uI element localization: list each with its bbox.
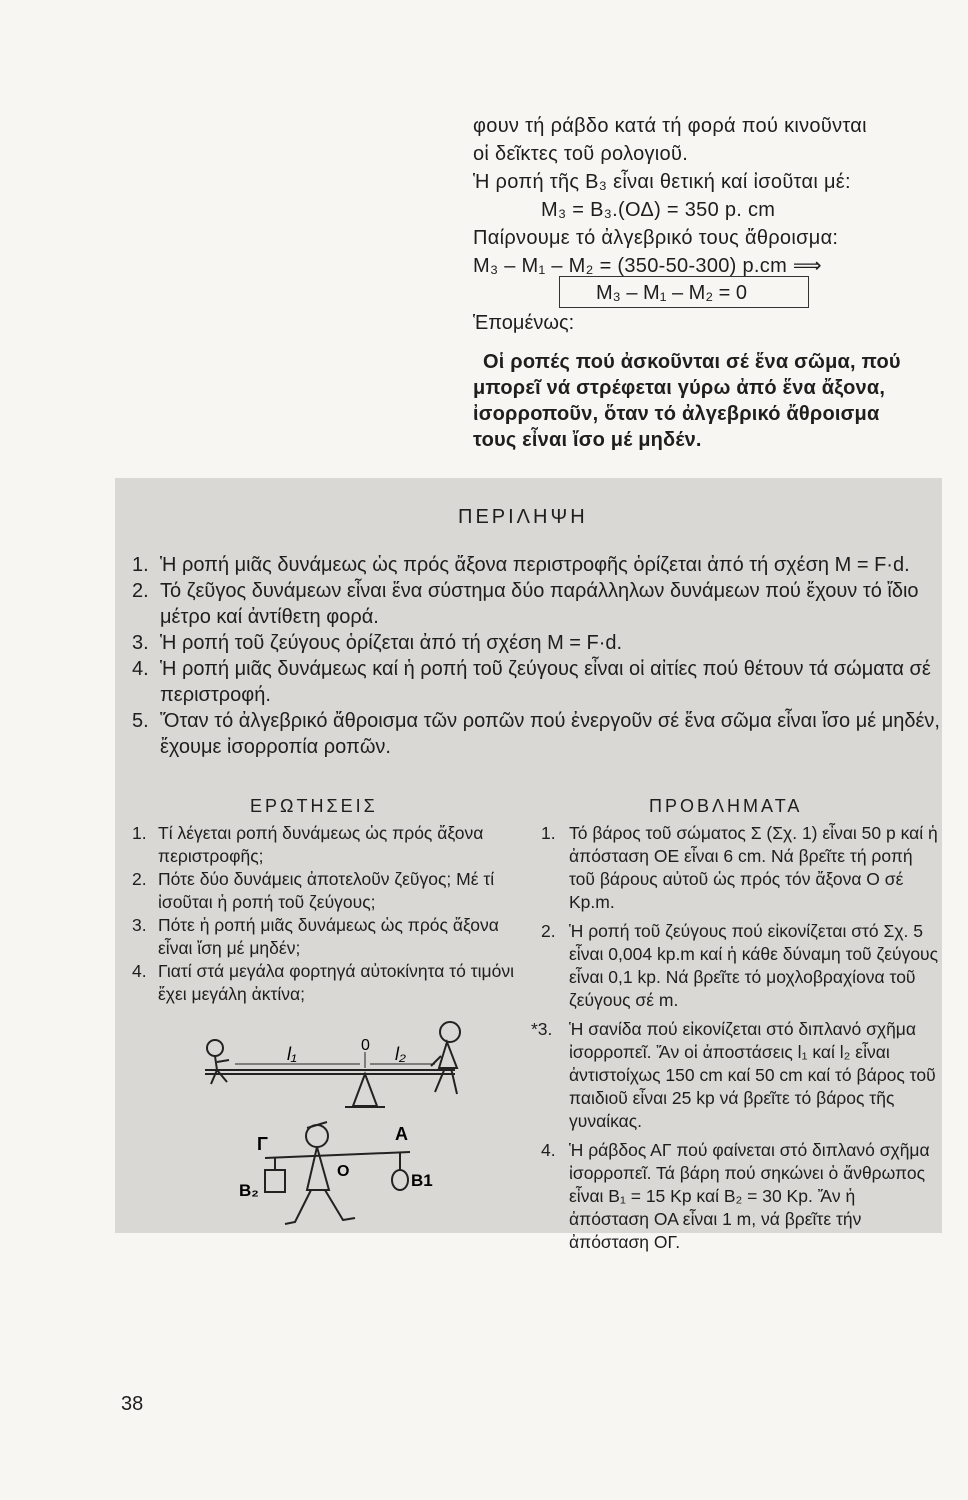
item-text: Ἡ ροπή μιᾶς δυνάμεως ὡς πρός ἄξονα περιστροφῆς ὁρίζεται ἀπό τή σχέση M = F·d. — [160, 554, 910, 576]
left-weight — [265, 1170, 285, 1192]
item-text: Τό βάρος τοῦ σώματος Σ (Σχ. 1) εἶναι 50 p καί ἡ ἀπόσταση ΟΕ εἶναι 6 cm. Νά βρεῖτε τή ροπή τοῦ βάρους αὐτοῦ ὡς πρός τόν ἄξονα Ο σέ Kp.m. — [569, 823, 938, 912]
question-item — [132, 914, 527, 960]
therefore-label: Ἑπομένως: — [473, 312, 575, 334]
text-line: Οἱ ροπές πού ἀσκοῦνται σέ ἕνα σῶμα, πού — [483, 351, 901, 373]
equation-line: M₃ – M₁ – M₂ = (350-50-300) p.cm ⟹ — [473, 255, 822, 277]
text-line: Παίρνουμε τό ἀλγεβρικό τους ἄθροισμα: — [473, 227, 839, 249]
item-number: 4. — [132, 961, 147, 981]
item-text: Ἡ σανίδα πού εἰκονίζεται στό διπλανό σχῆμα ἰσορροπεῖ. Ἄν οἱ ἀποστάσεις l₁ καί l₂ εἶναι ἀντιστοίχως 150 cm καί 50 cm καί τό βάρος τοῦ παιδιοῦ εἶναι 25 kp νά βρεῖτε τό βάρος τῆς γυναίκας. — [569, 1019, 936, 1131]
item-text: Γιατί στά μεγάλα φορτηγά αὐτοκίνητα τό τιμόνι ἔχει μεγάλη ἀκτίνα; — [158, 961, 514, 1004]
label-gamma: Γ — [257, 1134, 268, 1154]
seesaw-and-rod-illustration — [195, 1010, 505, 1235]
woman-body — [431, 1042, 457, 1094]
item-text: Πότε δύο δυνάμεις ἀποτελοῦν ζεῦγος; Μέ τί ἰσοῦται ἡ ροπή τοῦ ζεύγους; — [158, 869, 495, 912]
summary-item — [132, 630, 942, 656]
item-number: 3. — [132, 632, 149, 654]
problem-item — [541, 1139, 939, 1254]
label-o-axis: O — [337, 1163, 350, 1180]
item-number: 1. — [132, 554, 149, 576]
bold-conclusion — [473, 349, 943, 453]
item-number: 2. — [541, 921, 556, 941]
problems-title: ΠΡΟΒΛΗΜΑΤΑ — [649, 796, 803, 816]
problem-item — [541, 920, 939, 1012]
question-item — [132, 822, 527, 868]
item-text: Ἡ ράβδος ΑΓ πού φαίνεται στό διπλανό σχῆμα ἰσορροπεῖ. Τά βάρη πού σηκώνει ὁ ἄνθρωπος εἶναι B₁ = 15 Kp καί B₂ = 30 Kp. Ἄν ἡ ἀπόσταση ΟΑ εἶναι 1 m, νά βρεῖτε τήν ἀπόσταση ΟΓ. — [569, 1140, 930, 1252]
item-number: 2. — [132, 580, 149, 602]
item-text: Ὅταν τό ἀλγεβρικό ἄθροισμα τῶν ροπῶν πού ἐνεργοῦν σέ ἕνα σῶμα εἶναι ἴσο μέ μηδέν, ἔχουμε ἰσορροπία ροπῶν. — [160, 710, 940, 758]
summary-title: ΠΕΡΙΛΗΨΗ — [458, 506, 588, 528]
text-line: φουν τή ράβδο κατά τή φορά πού κινοῦνται — [473, 115, 867, 137]
item-number: 5. — [132, 710, 149, 732]
man-legs — [285, 1190, 355, 1224]
problem-item — [531, 1018, 939, 1133]
seesaw-drawing — [205, 1022, 460, 1107]
item-number: 4. — [132, 658, 149, 680]
man-torso — [307, 1147, 329, 1190]
item-text: Ἡ ροπή μιᾶς δυνάμεως καί ἡ ροπή τοῦ ζεύγους εἶναι οἱ αἰτίες πού θέτουν τά σώματα σέ περιστροφή. — [160, 658, 931, 706]
text-line: ἰσορροποῦν, ὅταν τό ἀλγεβρικό ἄθροισμα — [473, 403, 880, 425]
label-l2: l₂ — [395, 1044, 406, 1064]
label-a: Α — [395, 1124, 408, 1144]
item-number: 4. — [541, 1140, 556, 1160]
question-item — [132, 868, 527, 914]
rod-line — [265, 1152, 410, 1158]
summary-item — [132, 552, 942, 578]
fulcrum-triangle — [353, 1074, 377, 1106]
boxed-equation: M₃ – M₁ – M₂ = 0 — [559, 276, 809, 308]
text-line: Ἡ ροπή τῆς B₃ εἶναι θετική καί ἰσοῦται μέ: — [473, 171, 851, 193]
top-paragraph — [473, 112, 943, 280]
text-line: οἱ δεῖκτες τοῦ ρολογιοῦ. — [473, 143, 689, 165]
item-number: 1. — [132, 823, 147, 843]
summary-list — [132, 552, 942, 760]
woman-head — [440, 1022, 460, 1042]
summary-item — [132, 708, 942, 760]
summary-item — [132, 656, 942, 708]
child-head — [207, 1040, 223, 1056]
questions-list — [132, 822, 527, 1006]
summary-item — [132, 578, 942, 630]
text-line: τους εἶναι ἴσο μέ μηδέν. — [473, 429, 702, 451]
item-text: Ἡ ροπή τοῦ ζεύγους πού εἰκονίζεται στό Σχ. 5 εἶναι 0,004 kp.m καί ἡ κάθε δύναμη τοῦ ζεύγους εἶναι 0,1 kp. Νά βρεῖτε τό μοχλοβραχίονα τοῦ ζεύγους σέ m. — [569, 921, 939, 1010]
label-b1: B1 — [411, 1171, 433, 1190]
question-item — [132, 960, 527, 1006]
item-number: 3. — [132, 915, 147, 935]
page-number: 38 — [121, 1393, 144, 1415]
questions-title: ΕΡΩΤΗΣΕΙΣ — [250, 796, 378, 816]
equation-line: M₃ = B₃.(ΟΔ) = 350 p. cm — [541, 199, 776, 221]
label-o: 0 — [361, 1037, 370, 1054]
problems-list — [531, 822, 939, 1260]
label-b2: B₂ — [239, 1181, 259, 1200]
item-text: Ἡ ροπή τοῦ ζεύγους ὁρίζεται ἀπό τή σχέση M = F·d. — [160, 632, 623, 654]
item-text: Τί λέγεται ροπή δυνάμεως ὡς πρός ἄξονα περιστροφῆς; — [158, 823, 484, 866]
text-line: μπορεῖ νά στρέφεται γύρω ἀπό ἕνα ἄξονα, — [473, 377, 886, 399]
item-number: *3. — [531, 1019, 553, 1039]
item-number: 1. — [541, 823, 556, 843]
item-number: 2. — [132, 869, 147, 889]
item-text: Πότε ἡ ροπή μιᾶς δυνάμεως ὡς πρός ἄξονα εἶναι ἴση μέ μηδέν; — [158, 915, 499, 958]
right-weight — [392, 1170, 408, 1190]
label-l1: l₁ — [287, 1044, 297, 1064]
problem-item — [541, 822, 939, 914]
item-text: Τό ζεῦγος δυνάμεων εἶναι ἕνα σύστημα δύο παράλληλων δυνάμεων πού ἔχουν τό ἴδιο μέτρο καί ἀντίθετη φορά. — [160, 580, 919, 628]
